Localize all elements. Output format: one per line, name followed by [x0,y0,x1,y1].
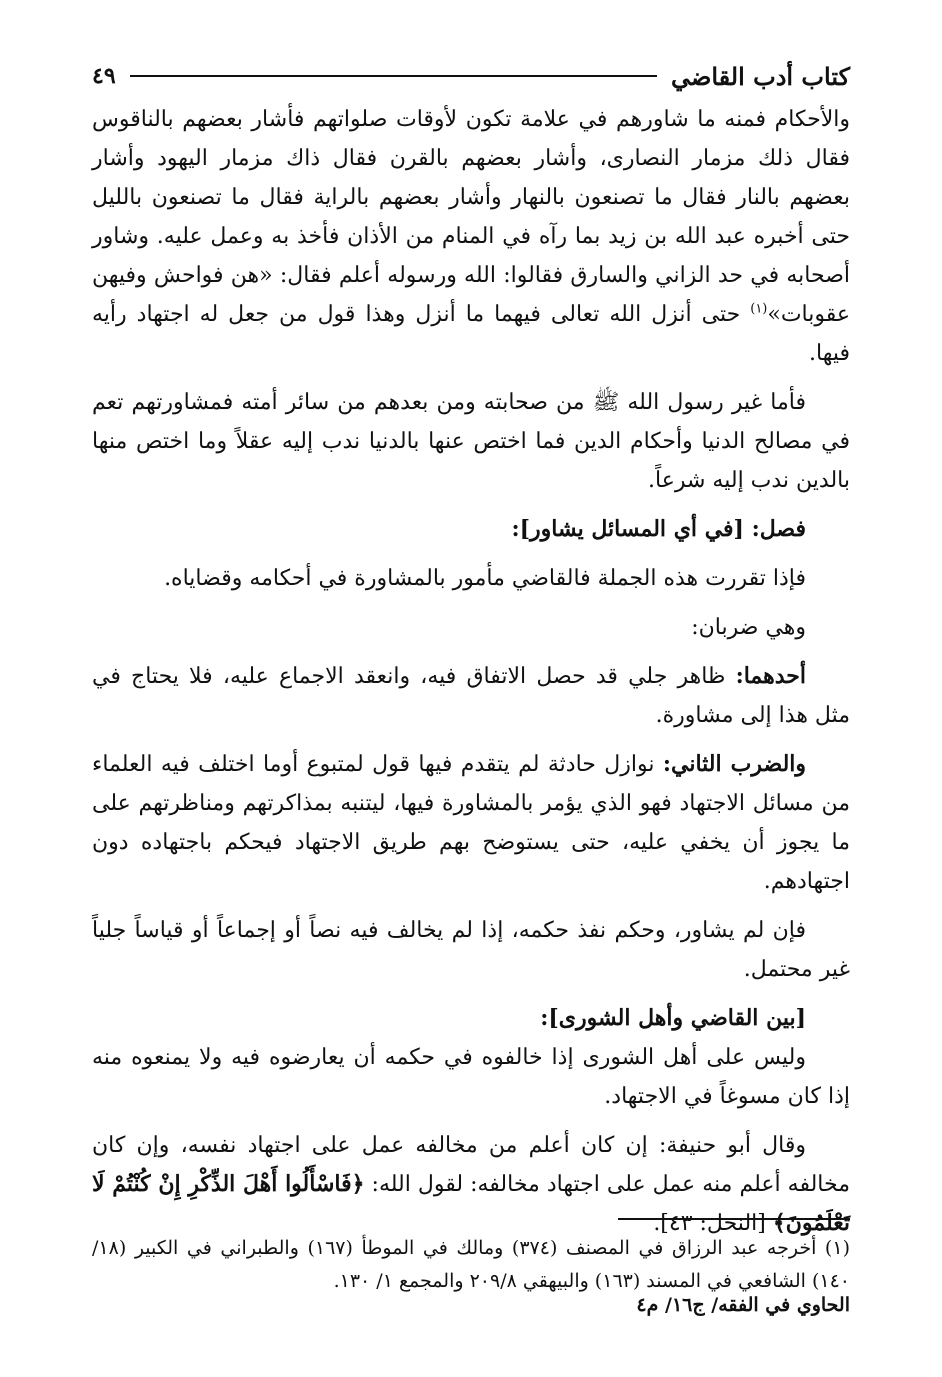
paragraph-6: والضرب الثاني: نوازل حادثة لم يتقدم فيها قول لمتبوع أوما اختلف فيه العلماء من مسائل الاجتهاد فهو الذي يؤمر بالمشاورة فيها، ليتنبه بمذاكرتهم ومناظرتهم على ما يجوز أن يخفي عليه، حتى يستوضح بهم طريق الاجتهاد فيحكم باجتهاده دون اجتهادهم. [92,751,850,894]
paragraph-5: أحدهما: ظاهر جلي قد حصل الاتفاق فيه، وانعقد الاجماع عليه، فلا يحتاج في مثل هذا إلى مشاورة. [92,663,850,728]
footnote-1: (١) أخرجه عبد الرزاق في المصنف (٣٧٤) ومالك في الموطأ (١٦٧) والطبراني في الكبير (١٨/ ١٤٠) الشافعي في المسند (١٦٣) والبيهقي ٢٠٩/٨ والمجمع ١/ ١٣٠. [92,1237,850,1292]
footnotes [92,1232,850,1298]
section-heading: فصل: [في أي المسائل يشاور]: [511,516,806,542]
book-title: كتاب أدب القاضي [670,61,850,91]
paragraph-9: وقال أبو حنيفة: إن كان أعلم من مخالفه عمل على اجتهاد نفسه، وإن كان مخالفه أعلم منه عمل على اجتهاد مخالفه: لقول الله: ﴿فَاسْأَلُوا أَهْلَ الذِّكْرِ إِنْ كُنْتُمْ لَا تَعْلَمُونَ﴾ [النحل: ٤٣]. [92,1133,850,1236]
paragraph-1: والأحكام فمنه ما شاورهم في علامة تكون لأوقات صلواتهم فأشار بعضهم بالناقوس فقال ذلك مزمار النصارى، وأشار بعضهم بالقرن فقال ذاك مزمار اليهود وأشار بعضهم بالنار فقال ما تصنعون بالنهار وأشار بعضهم بالراية فقال ما تصنعون بالليل حتى أخبره عبد الله بن زيد بما رآه في المنام من الأذان فأخذ به وعمل عليه. وشاور أصحابه في حد الزاني والسارق فقالوا: الله ورسوله أعلم فقال: «هن فواحش وفيهن عقوبات»$^{(١)}$ حتى أنزل الله تعالى فيهما ما أنزل وهذا قول من جعل له اجتهاد رأيه فيها. [92,107,850,366]
paragraph-7: فإن لم يشاور، وحكم نفذ حكمه، إذا لم يخالف فيه نصاً أو إجماعاً أو قياساً جلياً غير محتمل. [92,918,850,982]
main-text [92,100,850,1253]
section-heading-2: [بين القاضي وأهل الشورى]: [540,1005,806,1031]
quran-verse: ﴿فَاسْأَلُوا أَهْلَ الذِّكْرِ إِنْ كُنْتُمْ لَا تَعْلَمُونَ﴾ [92,1171,850,1236]
header-rule [130,75,657,77]
footnote-rule [618,1218,850,1220]
footnote-reference: (١) [750,301,768,317]
paragraph-8: وليس على أهل الشورى إذا خالفوه في حكمه أن يعارضوه فيه ولا يمنعوه منه إذا كان مسوغاً في الاجتهاد. [92,1045,850,1109]
page-signature: الحاوي في الفقه/ ج١٦/ م٤ [636,1294,850,1316]
running-header [92,58,850,94]
page-number: ٤٩ [92,63,116,89]
paragraph-3: فإذا تقررت هذه الجملة فالقاضي مأمور بالمشاورة في أحكامه وقضاياه. [164,566,806,591]
paragraph-4: وهي ضربان: [691,615,806,640]
paragraph-2: فأما غير رسول الله ﷺ من صحابته ومن بعدهم من سائر أمته فمشاورتهم تعم في مصالح الدنيا وأحكام الدين فما اختص عنها بالدنيا ندب إليه عقلاً وما اختص منها بالدين ندب إليه شرعاً. [92,390,850,493]
